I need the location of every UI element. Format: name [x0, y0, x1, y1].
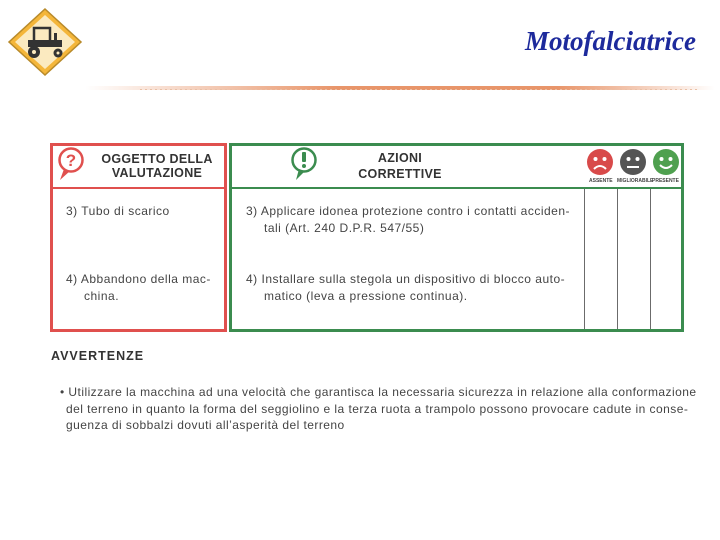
evaluation-item — [66, 271, 224, 305]
happy-face-icon — [652, 148, 680, 181]
neutral-face-icon — [619, 148, 647, 181]
actions-header-line2: CORRETTIVE — [358, 167, 442, 181]
rating-column-divider — [584, 189, 585, 329]
actions-header — [330, 151, 470, 181]
evaluation-item — [66, 203, 222, 220]
corrective-action — [246, 271, 582, 305]
corrective-action-line2: tali (Art. 240 D.P.R. 547/55) — [264, 221, 425, 235]
evaluation-header-line2: VALUTAZIONE — [111, 166, 203, 180]
corrective-action-line1: 4) Installare sulla stegola un dispositivo di blocco auto- — [246, 272, 566, 286]
page-title: Motofalciatrice — [525, 26, 696, 56]
sad-face-icon — [586, 148, 614, 181]
corrective-action — [246, 203, 582, 237]
corrective-action-line2: matico (leva a pressione continua). — [264, 289, 468, 303]
question-icon — [58, 147, 84, 183]
evaluation-header — [92, 152, 222, 180]
warnings-heading: AVVERTENZE — [51, 349, 145, 363]
face-label-improvable: MIGLIORABILE — [617, 178, 654, 184]
warning-line: del terreno in quanto la forma del seggiolino e la terza ruota a trampolo possono provocare cadute in conse- — [66, 401, 689, 416]
rating-column-divider — [617, 189, 618, 329]
svg-text:?: ? — [65, 151, 77, 170]
warning-line: • Utilizzare la macchina ad una velocità che garantisca la necessaria sicurezza in relazione alla conformazione — [60, 385, 697, 399]
face-label-absent: ASSENTE — [589, 178, 613, 184]
evaluation-item-line1: 3) Tubo di scarico — [66, 204, 170, 218]
warning-line: guenza di sobbalzi dovuti all’asperità del terreno — [66, 418, 345, 432]
face-label-present: PRESENTE — [652, 178, 679, 184]
rating-column-divider — [650, 189, 651, 329]
corrective-action-line1: 3) Applicare idonea protezione contro i contatti acciden- — [246, 204, 571, 218]
warnings-text — [60, 384, 697, 434]
tractor-sign-logo — [6, 6, 84, 78]
evaluation-item-line2: china. — [84, 289, 120, 303]
evaluation-header-divider — [53, 187, 224, 189]
title-underline-dots — [140, 89, 700, 90]
evaluation-header-line1: OGGETTO DELLA — [101, 152, 213, 166]
tractor-sign-icon — [6, 6, 84, 78]
evaluation-item-line1: 4) Abbandono della mac- — [66, 272, 211, 286]
exclamation-icon — [291, 147, 317, 183]
actions-header-divider — [232, 187, 681, 189]
actions-header-line1: AZIONI — [377, 151, 423, 165]
